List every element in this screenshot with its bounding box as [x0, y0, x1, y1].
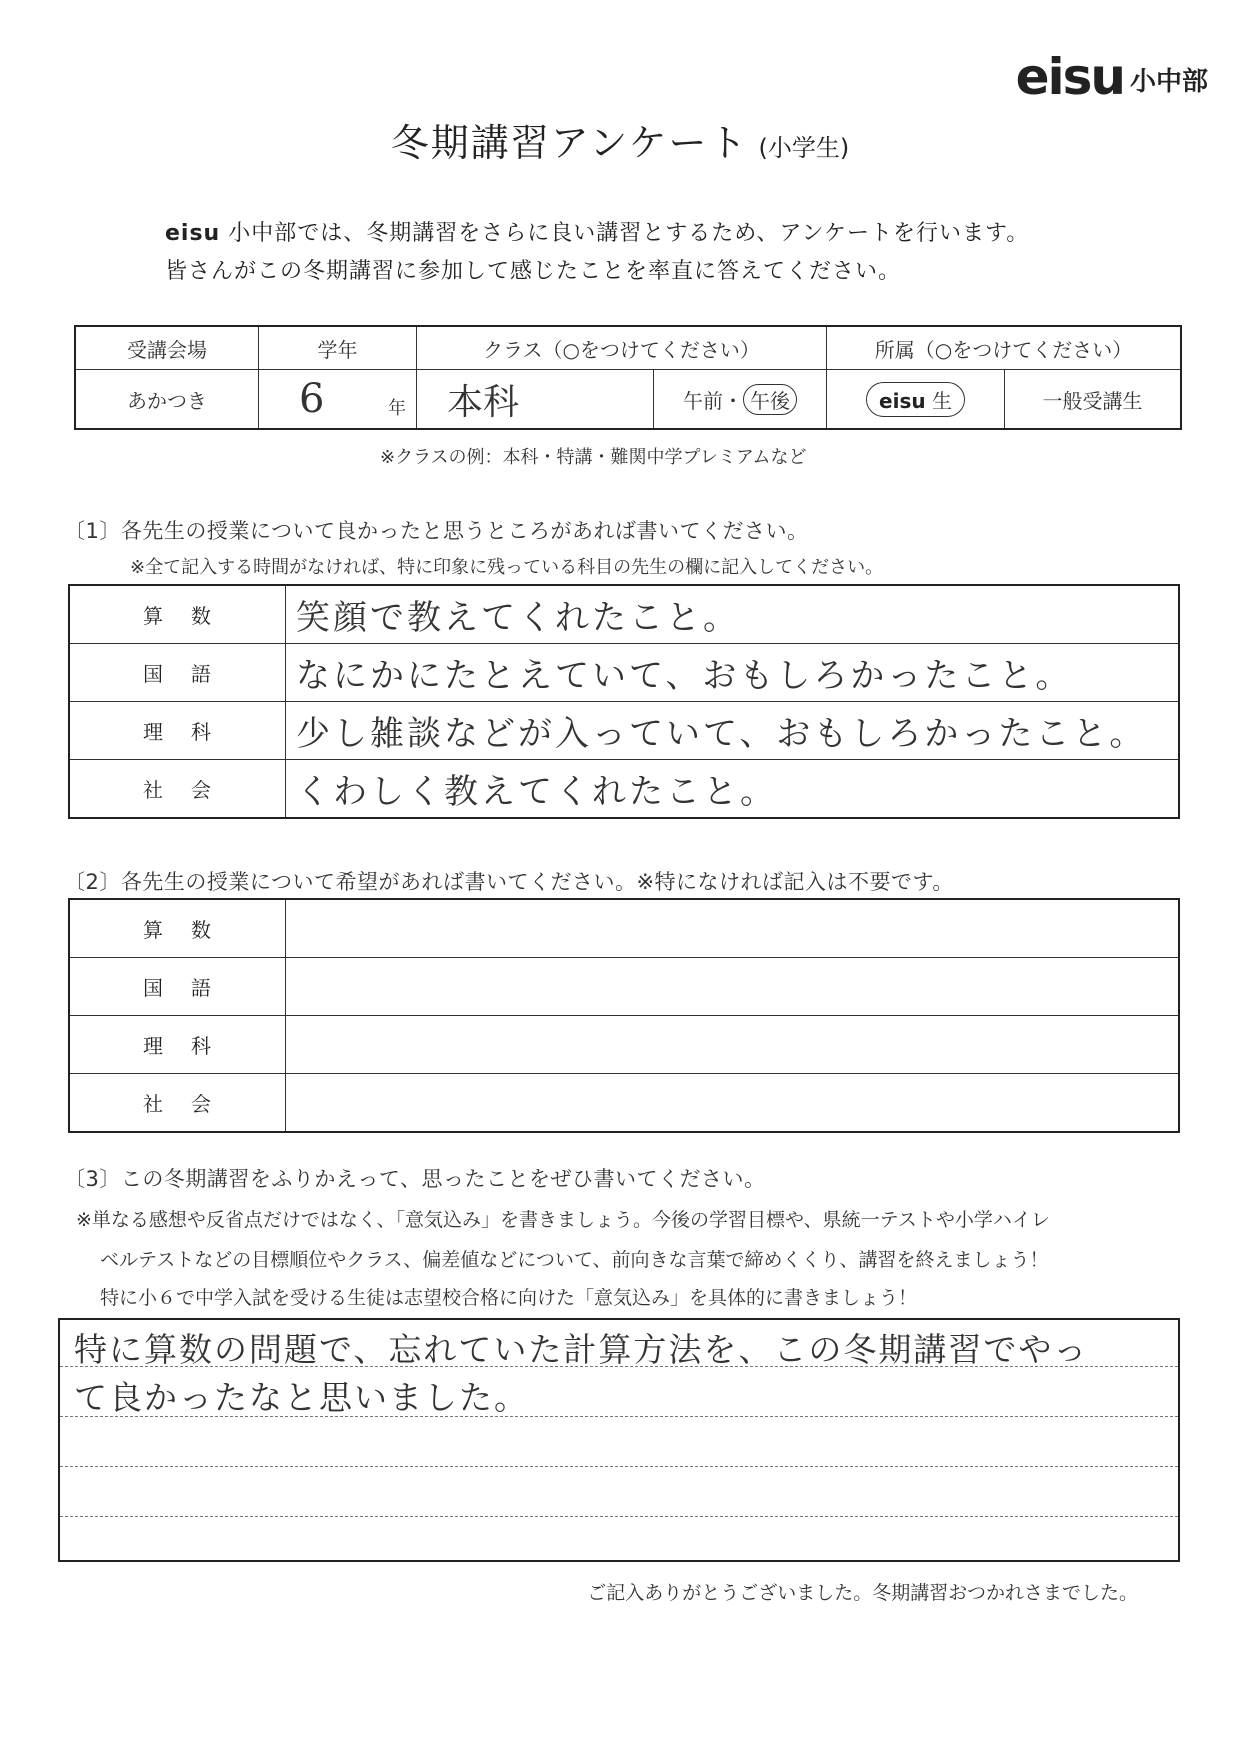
section3-answer-line-2: て良かったなと思いました。 [74, 1378, 529, 1417]
header-affiliation: 所属（○をつけてください） [827, 326, 1182, 370]
section1-heading: 〔1〕各先生の授業について良かったと思うところがあれば書いてください。 [64, 519, 809, 543]
answer-field[interactable]: なにかにたとえていて、おもしろかったこと。 [286, 644, 1180, 702]
section2-table [68, 898, 1180, 1133]
section3-answer-box[interactable] [58, 1318, 1180, 1562]
eisu-student-sei: 生 [931, 388, 952, 413]
time-cell[interactable] [654, 370, 827, 430]
time-am[interactable]: 午前 [683, 388, 723, 413]
answer-field[interactable] [286, 899, 1180, 958]
logo-brand: eisu [1015, 48, 1124, 106]
intro-brand: eisu [165, 221, 221, 246]
class-value: 本科 [447, 381, 520, 423]
eisu-logo [1015, 48, 1208, 106]
table-row [69, 702, 1179, 760]
section1-note: ※全て記入する時間がなければ、特に印象に残っている科目の先生の欄に記入してください。 [130, 557, 884, 578]
class-cell[interactable] [417, 370, 654, 430]
subject-label: 社会 [69, 760, 286, 819]
table-row [69, 1074, 1179, 1133]
section3-note-1: ※単なる感想や反省点だけではなく、「意気込み」を書きましょう。今後の学習目標や、県統一テストや小学ハイレ [76, 1209, 1050, 1231]
section3-answer-line-1: 特に算数の問題で、忘れていた計算方法を、この冬期講習でやっ [74, 1330, 1089, 1369]
footer-thanks: ご記入ありがとうございました。冬期講習おつかれさまでした。 [587, 1582, 1138, 1604]
info-table [74, 325, 1182, 430]
answer-field[interactable] [286, 1016, 1180, 1074]
subject-label: 国語 [69, 644, 286, 702]
section3-heading: 〔3〕この冬期講習をふりかえって、思ったことをぜひ書いてください。 [64, 1167, 766, 1191]
title-small: (小学生) [758, 134, 850, 162]
grade-cell[interactable] [259, 370, 417, 430]
time-sep: ・ [723, 388, 743, 413]
section2-heading: 〔2〕各先生の授業について希望があれば書いてください。※特になければ記入は不要です。 [64, 870, 954, 894]
venue-value[interactable]: あかつき [75, 370, 259, 430]
eisu-student-brand: eisu [879, 388, 926, 413]
ruled-line [60, 1516, 1178, 1517]
subject-label: 国語 [69, 958, 286, 1016]
header-grade: 学年 [259, 326, 417, 370]
header-venue: 受講会場 [75, 326, 259, 370]
intro-text [165, 215, 1029, 291]
table-row [69, 585, 1179, 644]
subject-label: 理科 [69, 702, 286, 760]
answer-field[interactable] [286, 958, 1180, 1016]
page-title [0, 112, 1240, 167]
table-row [69, 1016, 1179, 1074]
table-row [69, 958, 1179, 1016]
header-class: クラス（○をつけてください） [417, 326, 827, 370]
logo-sub: 小中部 [1129, 67, 1208, 97]
section1-table [68, 584, 1180, 819]
answer-field[interactable]: くわしく教えてくれたこと。 [286, 760, 1180, 819]
general-student[interactable]: 一般受講生 [1005, 370, 1182, 430]
table-row [69, 760, 1179, 819]
section3-note-3: 特に小６で中学入試を受ける生徒は志望校合格に向けた「意気込み」を具体的に書きましょう！ [100, 1287, 918, 1309]
answer-field[interactable]: 少し雑談などが入っていて、おもしろかったこと。 [286, 702, 1180, 760]
section3-note-2: ベルテストなどの目標順位やクラス、偏差値などについて、前向きな言葉で締めくくり、講習を終えましょう！ [100, 1249, 1049, 1271]
answer-field[interactable] [286, 1074, 1180, 1133]
eisu-student-circled[interactable] [866, 382, 965, 417]
title-main: 冬期講習アンケート [390, 121, 749, 165]
class-example-note: ※クラスの例：本科・特講・難関中学プレミアムなど [380, 447, 807, 468]
time-pm-circled[interactable]: 午後 [743, 384, 797, 415]
answer-field[interactable]: 笑顔で教えてくれたこと。 [286, 585, 1180, 644]
eisu-student-cell[interactable] [827, 370, 1005, 430]
grade-value: 6 [299, 376, 325, 422]
subject-label: 社会 [69, 1074, 286, 1133]
ruled-line [60, 1466, 1178, 1467]
subject-label: 算数 [69, 585, 286, 644]
table-row [69, 899, 1179, 958]
intro-line-1-text: 小中部では、冬期講習をさらに良い講習とするため、アンケートを行います。 [228, 221, 1030, 246]
intro-line-1 [165, 215, 1029, 253]
subject-label: 理科 [69, 1016, 286, 1074]
table-row [69, 644, 1179, 702]
intro-line-2: 皆さんがこの冬期講習に参加して感じたことを率直に答えてください。 [165, 259, 902, 284]
subject-label: 算数 [69, 899, 286, 958]
grade-unit: 年 [388, 398, 406, 419]
